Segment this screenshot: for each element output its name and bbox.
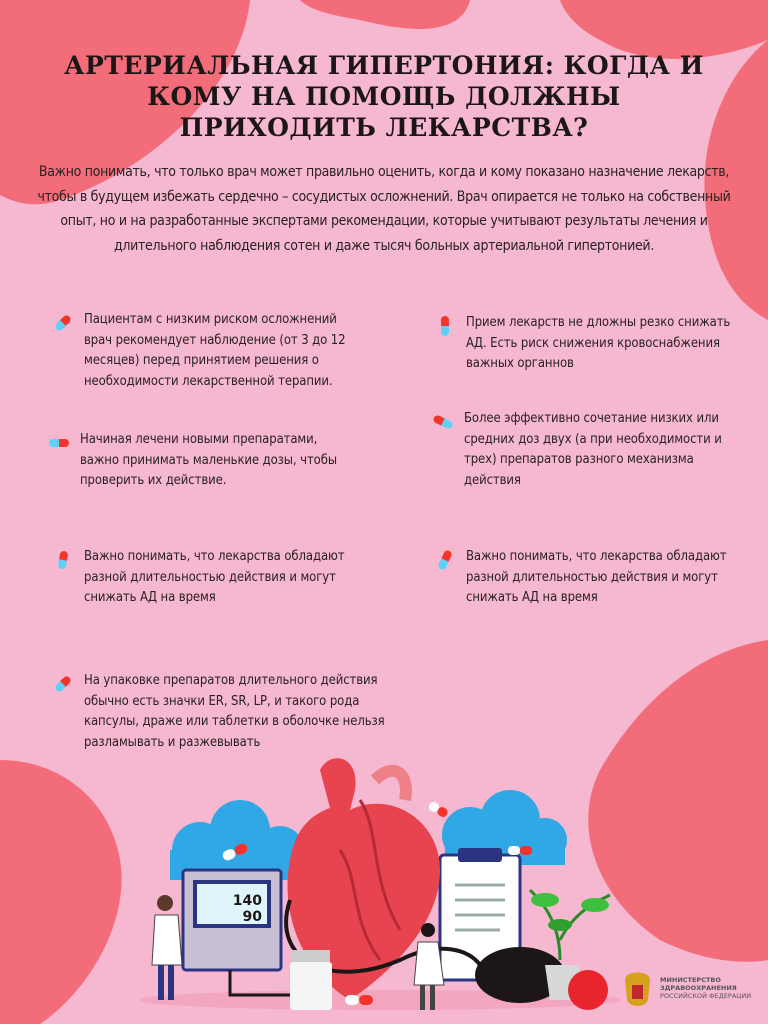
- tip-item: [48, 430, 348, 492]
- tip-text: На упаковке препаратов длительного действия обычно есть значки ER, SR, LP, и такого рода капсулы, драже или таблетки в оболочке нельзя разламывать и разжевывать: [84, 673, 385, 750]
- campaign-logo: [568, 970, 608, 1010]
- diastolic-reading: 90: [242, 909, 262, 925]
- systolic-reading: 140: [232, 893, 262, 909]
- pill-icon: [52, 549, 74, 571]
- ministry-line: РОССИЙСКОЙ ФЕДЕРАЦИИ: [660, 992, 752, 1000]
- tip-text: Прием лекарств не дложны резко снижать АД. Есть риск снижения кровоснабжения важных органнов: [466, 315, 731, 371]
- pill-icon: [432, 411, 454, 433]
- tip-item: [52, 547, 352, 609]
- intro-paragraph: Важно понимать, что только врач может правильно оценить, когда и кому показано назначение лекарств, чтобы в будущем избежать сердечно – сосудистых осложнений. Врач опирается не только на собственный опыт, но и на разработанные экспертами рекомендации, которые учитывают результаты лечения и длительного наблюдения сотен и даже тысяч больных артериальной гипертонией.: [37, 164, 731, 254]
- tip-item: [434, 313, 734, 375]
- pill-icon: [434, 549, 456, 571]
- tip-text: Более эффективно сочетание низких или средних доз двух (а при необходимости и трех) препаратов разного механизма действия: [464, 411, 722, 488]
- tip-text: Важно понимать, что лекарства обладают разной длительностью действия и могут снижать АД на время: [466, 549, 727, 605]
- medicine-bottle-icon: [290, 950, 332, 1010]
- tip-item: [52, 310, 352, 392]
- pill-icon: [434, 315, 456, 337]
- blood-pressure-monitor-icon: [183, 870, 300, 995]
- coat-of-arms-icon: [625, 973, 650, 1007]
- ministry-line: МИНИСТЕРСТВО: [660, 976, 721, 984]
- pill-icon: [52, 312, 74, 334]
- pill-icon: [48, 432, 70, 454]
- tip-text: Важно понимать, что лекарства обладают разной длительностью действия и могут снижать АД на время: [84, 549, 345, 605]
- tip-item: [434, 547, 734, 609]
- tip-item: [432, 409, 742, 491]
- ministry-line: ЗДРАВООХРАНЕНИЯ: [660, 984, 737, 992]
- hypertension-illustration: [0, 740, 768, 1024]
- pill-icon: [52, 673, 74, 695]
- tip-text: Начиная лечени новыми препаратами, важно принимать маленькие дозы, чтобы проверить их действие.: [80, 432, 337, 488]
- page-title: АРТЕРИАЛЬНАЯ ГИПЕРТОНИЯ: КОГДА И КОМУ НА ПОМОЩЬ ДОЛЖНЫ ПРИХОДИТЬ ЛЕКАРСТВА?: [64, 51, 704, 142]
- tip-text: Пациентам с низким риском осложнений врач рекомендует наблюдение (от 3 до 12 месяцев) перед принятием решения о необходимости лекарственной терапии.: [84, 312, 346, 389]
- ministry-logo-text: [660, 976, 751, 1000]
